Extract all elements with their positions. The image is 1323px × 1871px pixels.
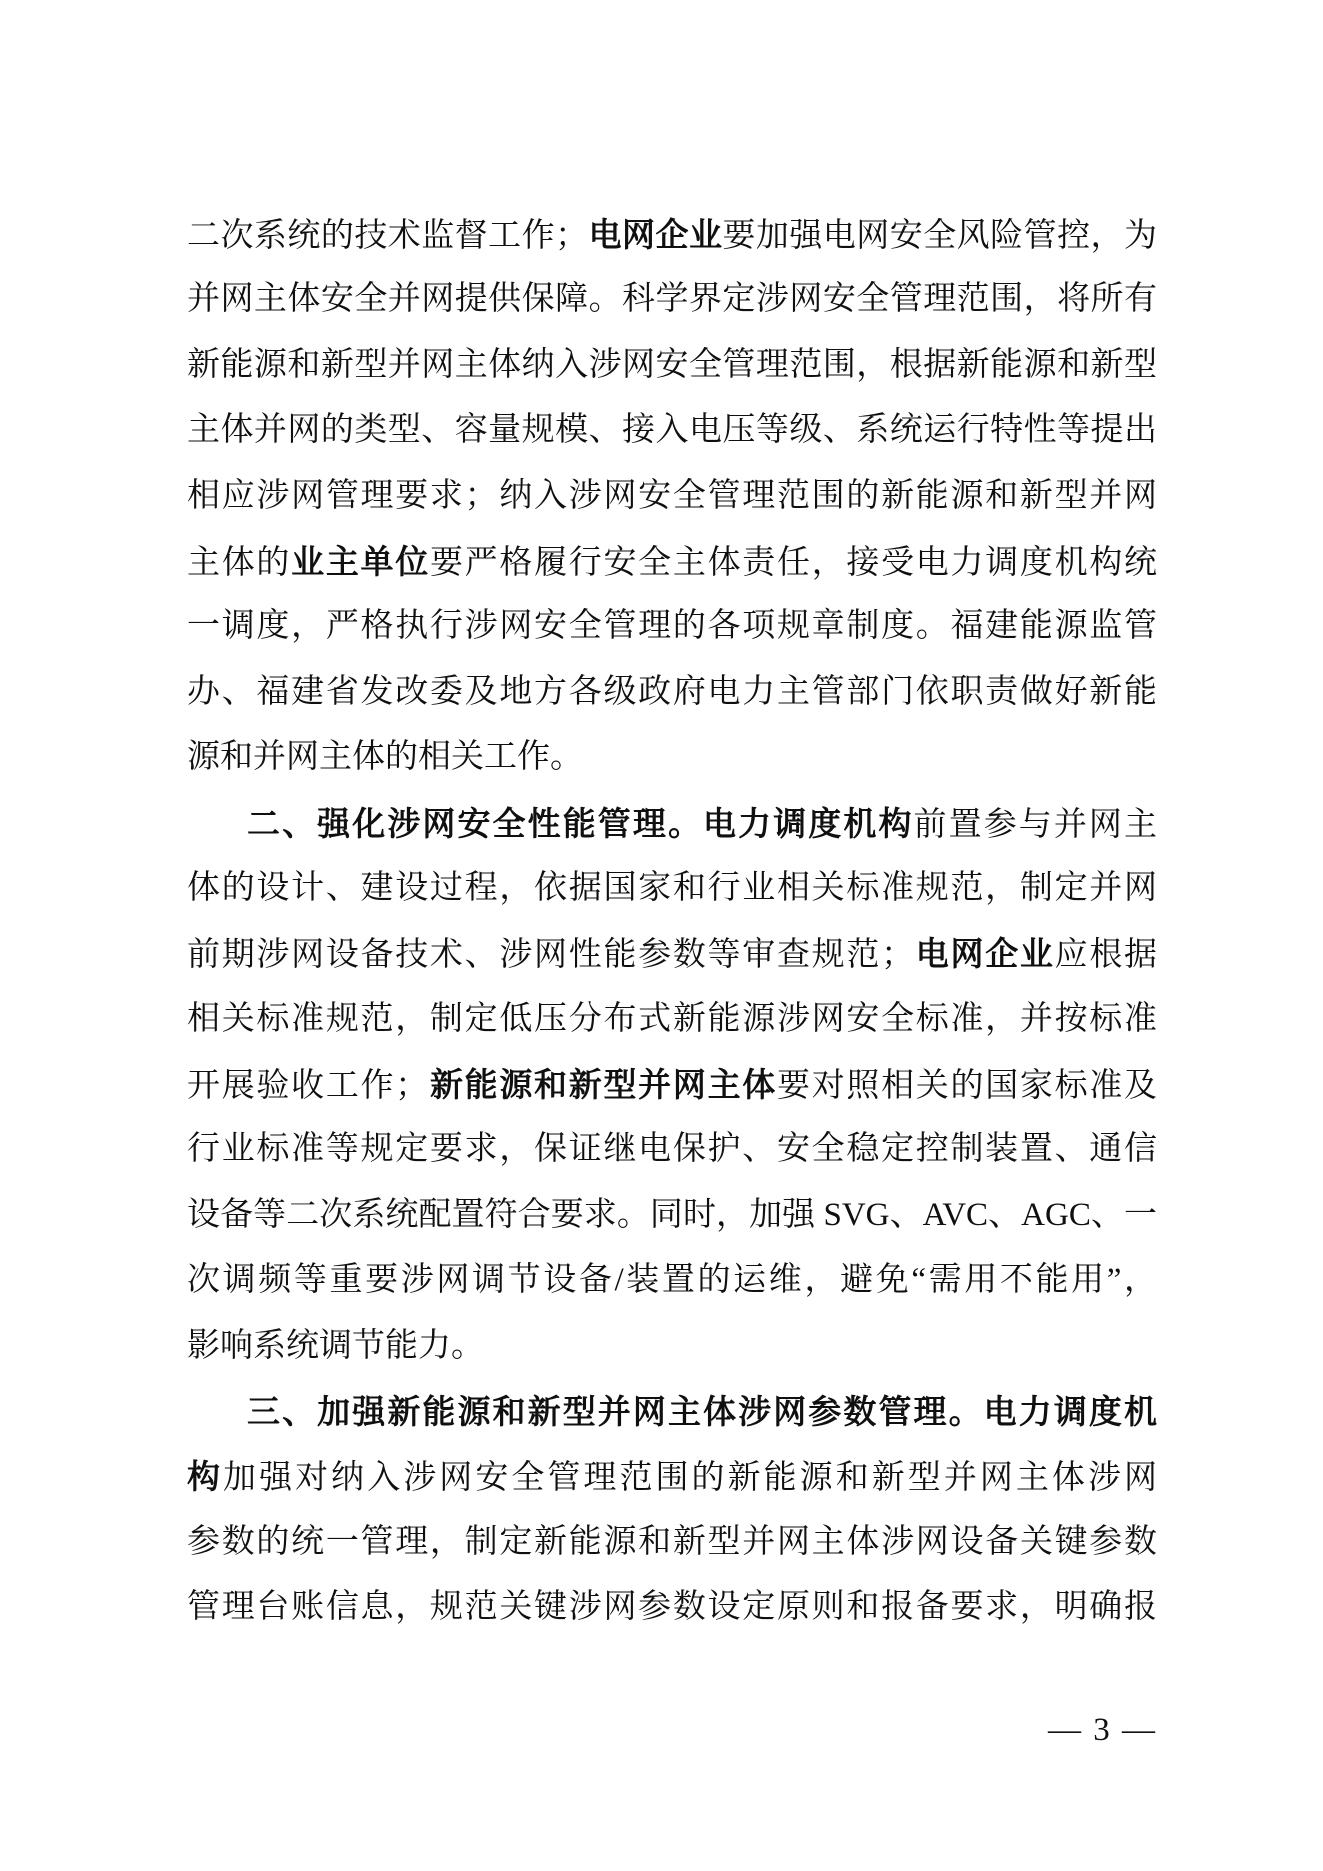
text-line	[187, 594, 1157, 659]
body-text: 要严格履行安全主体责任，接受电力调度机构统	[429, 544, 1158, 581]
body-text: 新能源和新型并网主体纳入涉网安全管理范围，根据新能源和新型	[187, 346, 1157, 383]
emphasis-text: 二、强化涉网安全性能管理。电力调度机构	[247, 804, 914, 842]
text-line	[187, 1117, 1157, 1182]
body-text: 源和并网主体的相关工作。	[187, 739, 583, 776]
text-line	[187, 791, 1157, 856]
text-line	[187, 333, 1157, 398]
document-body	[187, 202, 1157, 1641]
text-line	[187, 1575, 1157, 1640]
body-text: 要加强电网安全风险管控，为	[722, 218, 1158, 254]
body-text: 参数的统一管理，制定新能源和新型并网主体涉网设备关键参数	[187, 1523, 1157, 1560]
emphasis-text: 三、加强新能源和新型并网主体涉网参数管理。电力调度机	[247, 1393, 1157, 1431]
body-text: 前置参与并网主	[913, 806, 1158, 843]
body-text: 一调度，严格执行涉网安全管理的各项规章制度。福建能源监管	[187, 608, 1157, 645]
text-line	[187, 267, 1157, 332]
body-text: 主体的	[187, 544, 292, 581]
text-line	[187, 1248, 1157, 1313]
body-text: 次调频等重要涉网调节设备/装置的运维，避免“需用不能用”，	[187, 1262, 1157, 1299]
body-text: 体的设计、建设过程，依据国家和行业相关标准规范，制定并网	[187, 869, 1157, 906]
text-line	[187, 464, 1157, 529]
text-line	[187, 1379, 1157, 1444]
text-line	[187, 202, 1157, 267]
text-line	[187, 1052, 1157, 1117]
page-number: — 3 —	[1048, 1712, 1157, 1748]
text-line	[187, 398, 1157, 463]
body-text: 前期涉网设备技术、涉网性能参数等审查规范；	[187, 937, 915, 974]
body-text: 主体并网的类型、容量规模、接入电压等级、系统运行特性等提出	[187, 412, 1157, 449]
emphasis-text: 业主单位	[291, 542, 430, 580]
emphasis-text: 电网企业	[588, 216, 723, 253]
text-line	[187, 921, 1157, 986]
text-line	[187, 1183, 1157, 1248]
emphasis-text: 构	[187, 1458, 224, 1496]
emphasis-text: 新能源和新型并网主体	[428, 1066, 777, 1104]
body-text: 要对照相关的国家标准及	[776, 1068, 1158, 1105]
body-text: 影响系统调节能力。	[187, 1327, 484, 1364]
body-text: 加强对纳入涉网安全管理范围的新能源和新型并网主体涉网	[223, 1460, 1158, 1497]
body-text: 二次系统的技术监督工作；	[187, 218, 589, 254]
text-line	[187, 529, 1157, 594]
body-text: 办、福建省发改委及地方各级政府电力主管部门依职责做好新能	[187, 673, 1157, 710]
body-text: 应根据	[1054, 937, 1158, 974]
text-line	[187, 1314, 1157, 1379]
text-line	[187, 1510, 1157, 1575]
text-line	[187, 856, 1157, 921]
emphasis-text: 电网企业	[914, 935, 1055, 973]
body-text: 开展验收工作；	[187, 1068, 429, 1105]
body-text: 行业标准等规定要求，保证继电保护、安全稳定控制装置、通信	[187, 1131, 1157, 1168]
body-text: 管理台账信息，规范关键涉网参数设定原则和报备要求，明确报	[187, 1589, 1157, 1626]
body-text: 相关标准规范，制定低压分布式新能源涉网安全标准，并按标准	[187, 1000, 1157, 1037]
body-text: 相应涉网管理要求；纳入涉网安全管理范围的新能源和新型并网	[187, 477, 1157, 514]
text-line	[187, 725, 1157, 790]
body-text: 设备等二次系统配置符合要求。同时，加强 SVG、AVC、AGC、一	[187, 1196, 1157, 1233]
body-text: 并网主体安全并网提供保障。科学界定涉网安全管理范围，将所有	[187, 281, 1157, 318]
text-line	[187, 1444, 1157, 1509]
text-line	[187, 660, 1157, 725]
text-line	[187, 987, 1157, 1052]
